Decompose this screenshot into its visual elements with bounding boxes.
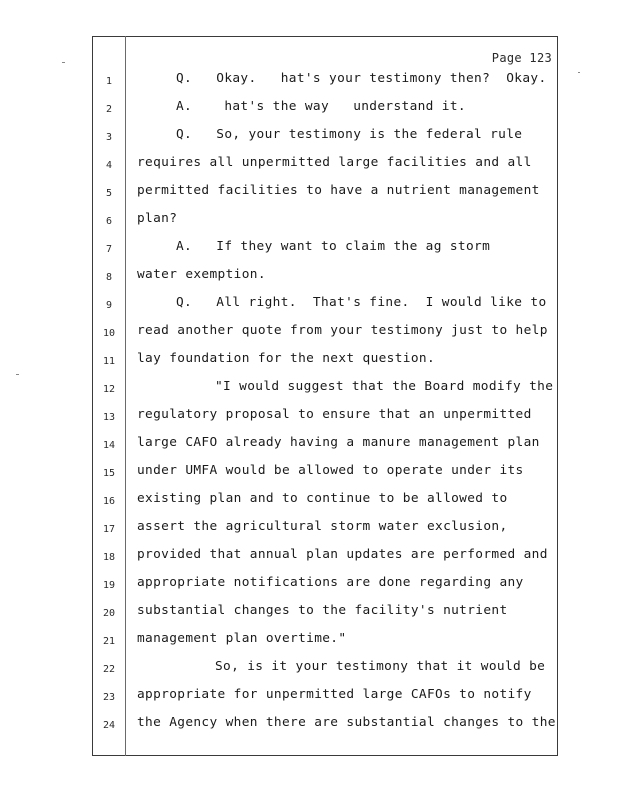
line-number: 2 xyxy=(105,104,113,115)
line-text: Q. So, your testimony is the federal rule xyxy=(176,127,523,142)
line-text: management plan overtime." xyxy=(137,631,347,646)
line-text: existing plan and to continue to be allowed to xyxy=(137,491,508,506)
transcript-line xyxy=(0,404,618,432)
transcript-line xyxy=(0,292,618,320)
transcript-line xyxy=(0,376,618,404)
transcript-line xyxy=(0,656,618,684)
transcript-line xyxy=(0,264,618,292)
line-number: 16 xyxy=(102,496,116,507)
transcript-line xyxy=(0,460,618,488)
transcript-line xyxy=(0,628,618,656)
line-text: appropriate for unpermitted large CAFOs to notify xyxy=(137,687,532,702)
line-number: 24 xyxy=(102,720,116,731)
line-number: 1 xyxy=(105,76,113,87)
line-number: 4 xyxy=(105,160,113,171)
line-number: 23 xyxy=(102,692,116,703)
transcript-line xyxy=(0,572,618,600)
line-text: Q. Okay. hat's your testimony then? Okay. xyxy=(176,71,547,86)
line-number: 9 xyxy=(105,300,113,311)
line-text: read another quote from your testimony just to help xyxy=(137,323,548,338)
line-number: 8 xyxy=(105,272,113,283)
transcript-line xyxy=(0,544,618,572)
line-number: 17 xyxy=(102,524,116,535)
line-text: Q. All right. That's fine. I would like to xyxy=(176,295,547,310)
transcript-line xyxy=(0,208,618,236)
transcript-line xyxy=(0,432,618,460)
line-text: permitted facilities to have a nutrient management xyxy=(137,183,540,198)
transcript-line xyxy=(0,124,618,152)
transcript-line xyxy=(0,516,618,544)
line-number: 21 xyxy=(102,636,116,647)
line-number: 18 xyxy=(102,552,116,563)
line-number: 20 xyxy=(102,608,116,619)
line-number: 22 xyxy=(102,664,116,675)
line-text: plan? xyxy=(137,211,178,226)
line-text: the Agency when there are substantial changes to the xyxy=(137,715,556,730)
scan-artifact xyxy=(62,62,65,63)
scan-artifact xyxy=(16,374,19,375)
transcript-line xyxy=(0,712,618,740)
line-text: A. If they want to claim the ag storm xyxy=(176,239,491,254)
line-text: lay foundation for the next question. xyxy=(137,351,436,366)
line-number: 5 xyxy=(105,188,113,199)
transcript-line xyxy=(0,320,618,348)
transcript-line xyxy=(0,600,618,628)
transcript-line xyxy=(0,152,618,180)
line-number: 11 xyxy=(102,356,116,367)
line-text: provided that annual plan updates are performed and xyxy=(137,547,548,562)
line-text: large CAFO already having a manure management plan xyxy=(137,435,540,450)
line-text: substantial changes to the facility's nutrient xyxy=(137,603,508,618)
scan-artifact xyxy=(578,72,580,73)
line-number: 6 xyxy=(105,216,113,227)
transcript-line xyxy=(0,488,618,516)
line-number: 13 xyxy=(102,412,116,423)
transcript-line xyxy=(0,180,618,208)
line-number: 19 xyxy=(102,580,116,591)
transcript-line xyxy=(0,348,618,376)
line-number: 15 xyxy=(102,468,116,479)
line-number: 10 xyxy=(102,328,116,339)
line-number: 7 xyxy=(105,244,113,255)
transcript-line xyxy=(0,236,618,264)
line-text: under UMFA would be allowed to operate under its xyxy=(137,463,524,478)
line-text: "I would suggest that the Board modify the xyxy=(215,379,554,394)
transcript-line xyxy=(0,684,618,712)
line-number: 14 xyxy=(102,440,116,451)
line-text: requires all unpermitted large facilities and all xyxy=(137,155,532,170)
line-text: water exemption. xyxy=(137,267,266,282)
line-text: assert the agricultural storm water exclusion, xyxy=(137,519,508,534)
page-number-label: Page 123 xyxy=(491,51,552,65)
line-text: So, is it your testimony that it would be xyxy=(215,659,546,674)
line-number: 3 xyxy=(105,132,113,143)
line-number: 12 xyxy=(102,384,116,395)
transcript-line xyxy=(0,96,618,124)
transcript-line xyxy=(0,68,618,96)
line-text: A. hat's the way understand it. xyxy=(176,99,466,114)
line-text: regulatory proposal to ensure that an unpermitted xyxy=(137,407,532,422)
line-text: appropriate notifications are done regarding any xyxy=(137,575,524,590)
